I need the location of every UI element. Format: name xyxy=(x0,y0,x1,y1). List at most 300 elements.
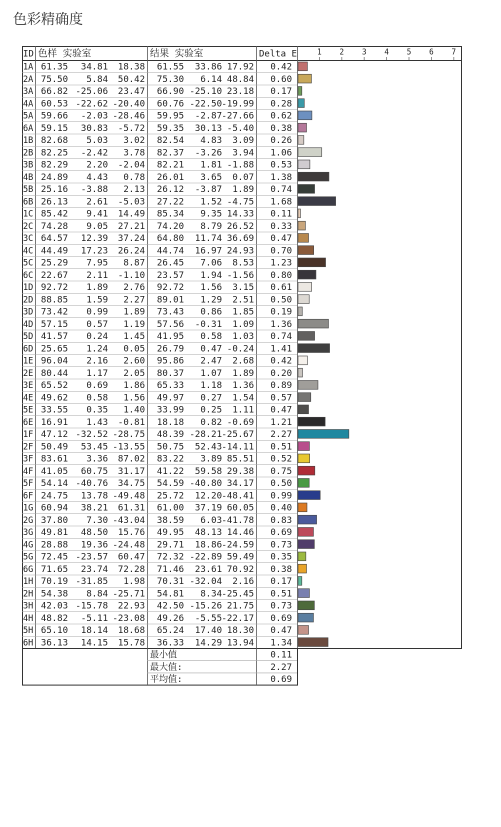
result-a: 33.86 xyxy=(194,62,222,73)
result-b: -24.59 xyxy=(221,540,254,551)
sample-l: 66.82 xyxy=(40,87,68,98)
result-a: 8.79 xyxy=(200,221,222,232)
result-a: 14.29 xyxy=(194,638,222,649)
sample-l: 25.29 xyxy=(40,258,68,269)
result-a: 17.40 xyxy=(194,626,222,637)
delta-e-bar xyxy=(298,209,300,218)
result-l: 49.26 xyxy=(156,613,184,624)
sample-b: -1.10 xyxy=(117,270,145,281)
sample-a: -23.57 xyxy=(75,552,108,563)
delta-e-bar xyxy=(298,638,328,647)
delta-e-bar xyxy=(298,332,315,341)
sample-b: 23.47 xyxy=(117,87,145,98)
header-delta: Delta E xyxy=(259,49,297,60)
result-b: 13.94 xyxy=(226,638,254,649)
row-id: 6A xyxy=(23,123,34,134)
result-b: 60.05 xyxy=(226,503,254,514)
delta-e-value: 1.06 xyxy=(270,148,292,159)
result-a: 23.61 xyxy=(194,564,222,575)
result-a: 52.43 xyxy=(194,442,222,453)
result-a: -32.04 xyxy=(189,577,222,588)
delta-e-value: 0.74 xyxy=(270,185,292,196)
result-b: 14.33 xyxy=(226,209,254,220)
result-b: -1.56 xyxy=(226,270,254,281)
summary-label: 平均值: xyxy=(150,675,183,686)
row-id: 2H xyxy=(23,589,34,600)
sample-b: 1.98 xyxy=(123,577,145,588)
sample-b: 1.40 xyxy=(123,405,145,416)
sample-l: 37.80 xyxy=(40,515,68,526)
result-b: 1.89 xyxy=(232,185,254,196)
sample-a: -3.88 xyxy=(80,185,108,196)
sample-b: 87.02 xyxy=(117,454,145,465)
sample-l: 61.35 xyxy=(40,62,68,73)
delta-e-value: 0.51 xyxy=(270,589,292,600)
sample-l: 96.04 xyxy=(40,356,68,367)
result-b: 2.16 xyxy=(232,577,254,588)
result-b: 85.51 xyxy=(226,454,254,465)
result-a: 7.06 xyxy=(200,258,222,269)
result-a: 0.27 xyxy=(200,393,222,404)
sample-b: 31.17 xyxy=(117,466,145,477)
sample-b: -28.46 xyxy=(112,111,145,122)
delta-e-bar xyxy=(298,479,309,488)
result-a: -22.89 xyxy=(189,552,222,563)
row-id: 4A xyxy=(23,99,34,110)
result-b: -41.78 xyxy=(221,515,254,526)
result-l: 54.59 xyxy=(156,479,184,490)
sample-b: 1.45 xyxy=(123,332,145,343)
row-id: 5A xyxy=(23,111,34,122)
sample-l: 48.82 xyxy=(40,613,68,624)
summary-label: 最小值 xyxy=(150,650,178,661)
sample-a: 7.30 xyxy=(86,515,108,526)
sample-b: 50.42 xyxy=(117,74,145,85)
result-b: 1.85 xyxy=(232,307,254,318)
axis-tick-label: 2 xyxy=(339,47,345,57)
delta-e-bar xyxy=(298,221,305,230)
result-l: 73.43 xyxy=(156,307,184,318)
delta-e-bar xyxy=(298,148,322,157)
row-id: 1G xyxy=(23,503,34,514)
delta-e-bar xyxy=(298,613,313,622)
sample-a: 18.14 xyxy=(80,626,108,637)
sample-b: 27.21 xyxy=(117,221,145,232)
delta-e-value: 0.89 xyxy=(270,381,292,392)
sample-l: 82.68 xyxy=(40,136,68,147)
row-id: 5F xyxy=(23,479,34,490)
delta-e-value: 0.70 xyxy=(270,246,292,257)
sample-l: 26.13 xyxy=(40,197,68,208)
sample-l: 71.65 xyxy=(40,564,68,575)
sample-b: -24.48 xyxy=(112,540,145,551)
result-b: -19.99 xyxy=(221,99,254,110)
result-l: 66.90 xyxy=(156,87,184,98)
sample-l: 82.29 xyxy=(40,160,68,171)
delta-e-value: 0.57 xyxy=(270,393,292,404)
result-l: 65.33 xyxy=(156,381,184,392)
result-l: 64.80 xyxy=(156,234,184,245)
row-id: 6E xyxy=(23,417,34,428)
delta-e-value: 0.40 xyxy=(270,503,292,514)
sample-b: -28.75 xyxy=(112,430,145,441)
sample-l: 49.62 xyxy=(40,393,68,404)
row-id: 6B xyxy=(23,197,34,208)
result-l: 71.46 xyxy=(156,564,184,575)
sample-l: 85.42 xyxy=(40,209,68,220)
result-a: -3.26 xyxy=(194,148,222,159)
result-b: -25.67 xyxy=(221,430,254,441)
row-id: 1A xyxy=(23,62,34,73)
result-l: 25.72 xyxy=(156,491,184,502)
result-b: -0.24 xyxy=(226,344,254,355)
result-b: 48.84 xyxy=(226,74,254,85)
sample-a: 0.24 xyxy=(86,332,108,343)
result-l: 59.95 xyxy=(156,111,184,122)
sample-a: 3.36 xyxy=(86,454,108,465)
delta-e-value: 1.36 xyxy=(270,319,292,330)
sample-l: 28.88 xyxy=(40,540,68,551)
sample-a: 8.84 xyxy=(86,589,108,600)
result-l: 26.12 xyxy=(156,185,184,196)
delta-e-value: 1.38 xyxy=(270,172,292,183)
result-a: 9.35 xyxy=(200,209,222,220)
result-a: 1.52 xyxy=(200,197,222,208)
delta-e-value: 2.27 xyxy=(270,430,292,441)
sample-l: 65.10 xyxy=(40,626,68,637)
delta-e-bar xyxy=(298,74,311,83)
result-b: -4.75 xyxy=(226,197,254,208)
delta-e-bar xyxy=(298,270,316,279)
result-l: 48.39 xyxy=(156,430,184,441)
delta-e-value: 0.17 xyxy=(270,577,292,588)
sample-b: 2.05 xyxy=(123,368,145,379)
row-id: 6F xyxy=(23,491,34,502)
sample-a: 0.35 xyxy=(86,405,108,416)
summary-label: 最大值: xyxy=(150,662,183,673)
delta-e-value: 0.83 xyxy=(270,515,292,526)
result-a: 37.19 xyxy=(194,503,222,514)
sample-l: 65.52 xyxy=(40,381,68,392)
result-b: 24.93 xyxy=(226,246,254,257)
sample-b: -49.48 xyxy=(112,491,145,502)
sample-l: 24.75 xyxy=(40,491,68,502)
delta-e-bar xyxy=(298,466,315,475)
row-id: 2A xyxy=(23,74,34,85)
sample-l: 59.66 xyxy=(40,111,68,122)
result-b: -48.41 xyxy=(221,491,254,502)
sample-a: 1.59 xyxy=(86,295,108,306)
row-id: 3F xyxy=(23,454,34,465)
result-l: 18.18 xyxy=(156,417,184,428)
sample-l: 83.61 xyxy=(40,454,68,465)
result-a: -3.87 xyxy=(194,185,222,196)
result-l: 50.75 xyxy=(156,442,184,453)
sample-l: 24.89 xyxy=(40,172,68,183)
delta-e-value: 0.51 xyxy=(270,442,292,453)
sample-a: 19.36 xyxy=(80,540,108,551)
result-b: 2.68 xyxy=(232,356,254,367)
row-id: 2B xyxy=(23,148,34,159)
result-b: -22.17 xyxy=(221,613,254,624)
row-id: 2E xyxy=(23,368,34,379)
sample-a: 9.05 xyxy=(86,221,108,232)
delta-e-bar xyxy=(298,246,314,255)
delta-e-value: 0.61 xyxy=(270,283,292,294)
sample-l: 25.16 xyxy=(40,185,68,196)
sample-l: 64.57 xyxy=(40,234,68,245)
result-a: 18.86 xyxy=(194,540,222,551)
result-a: 59.58 xyxy=(194,466,222,477)
row-id: 3G xyxy=(23,528,34,539)
delta-e-value: 1.21 xyxy=(270,417,292,428)
delta-e-value: 0.80 xyxy=(270,270,292,281)
row-id: 3D xyxy=(23,307,34,318)
result-l: 26.01 xyxy=(156,172,184,183)
sample-a: 30.83 xyxy=(80,123,108,134)
row-id: 2G xyxy=(23,515,34,526)
row-id: 3C xyxy=(23,234,34,245)
delta-e-value: 0.73 xyxy=(270,601,292,612)
result-l: 54.81 xyxy=(156,589,184,600)
result-l: 89.01 xyxy=(156,295,184,306)
row-id: 5B xyxy=(23,185,34,196)
delta-e-value: 0.47 xyxy=(270,626,292,637)
sample-b: 15.76 xyxy=(117,528,145,539)
result-b: -0.69 xyxy=(226,417,254,428)
result-a: -0.31 xyxy=(194,319,222,330)
row-id: 4B xyxy=(23,172,34,183)
result-l: 92.72 xyxy=(156,283,184,294)
result-l: 41.95 xyxy=(156,332,184,343)
result-a: 0.86 xyxy=(200,307,222,318)
sample-b: 72.28 xyxy=(117,564,145,575)
summary-value: 0.11 xyxy=(270,650,292,661)
result-b: 3.15 xyxy=(232,283,254,294)
sample-b: 60.47 xyxy=(117,552,145,563)
sample-l: 47.12 xyxy=(40,430,68,441)
delta-e-bar xyxy=(298,564,307,573)
result-a: -28.21 xyxy=(189,430,222,441)
result-l: 74.20 xyxy=(156,221,184,232)
sample-a: -2.03 xyxy=(80,111,108,122)
result-a: 0.58 xyxy=(200,332,222,343)
delta-e-bar xyxy=(298,381,318,390)
sample-a: -32.52 xyxy=(75,430,108,441)
sample-l: 59.15 xyxy=(40,123,68,134)
sample-a: 5.84 xyxy=(86,74,108,85)
delta-e-value: 1.34 xyxy=(270,638,292,649)
result-b: 1.54 xyxy=(232,393,254,404)
delta-e-value: 0.50 xyxy=(270,295,292,306)
sample-l: 80.44 xyxy=(40,368,68,379)
row-id: 4E xyxy=(23,393,34,404)
result-b: 29.38 xyxy=(226,466,254,477)
delta-e-bar xyxy=(298,393,311,402)
result-a: 1.07 xyxy=(200,368,222,379)
sample-b: 1.19 xyxy=(123,319,145,330)
page-title: 色彩精确度 xyxy=(13,12,83,28)
delta-e-value: 0.20 xyxy=(270,368,292,379)
axis-tick-label: 1 xyxy=(317,47,322,57)
sample-b: 1.56 xyxy=(123,393,145,404)
delta-e-bar xyxy=(298,552,306,561)
result-a: -2.87 xyxy=(194,111,222,122)
delta-e-bar xyxy=(298,295,309,304)
header-result: 结果 实验室 xyxy=(150,48,204,60)
row-id: 6C xyxy=(23,270,34,281)
sample-l: 70.19 xyxy=(40,577,68,588)
delta-e-value: 0.47 xyxy=(270,405,292,416)
delta-e-value: 0.38 xyxy=(270,123,292,134)
sample-b: -25.71 xyxy=(112,589,145,600)
summary-value: 2.27 xyxy=(270,662,292,673)
result-l: 49.97 xyxy=(156,393,184,404)
result-a: 1.18 xyxy=(200,381,222,392)
delta-e-value: 0.69 xyxy=(270,528,292,539)
sample-b: 2.13 xyxy=(123,185,145,196)
delta-e-value: 0.19 xyxy=(270,307,292,318)
delta-e-value: 0.47 xyxy=(270,234,292,245)
delta-e-bar xyxy=(298,515,317,524)
result-a: 16.97 xyxy=(194,246,222,257)
axis-tick-label: 5 xyxy=(406,47,412,57)
result-a: 0.47 xyxy=(200,344,222,355)
result-l: 41.22 xyxy=(156,466,184,477)
delta-e-bar xyxy=(298,430,349,439)
sample-a: 5.03 xyxy=(86,136,108,147)
delta-e-value: 0.99 xyxy=(270,491,292,502)
sample-a: 4.43 xyxy=(86,172,108,183)
result-l: 95.86 xyxy=(156,356,184,367)
sample-a: 34.81 xyxy=(80,62,108,73)
row-id: 4G xyxy=(23,540,34,551)
row-id: 3B xyxy=(23,160,34,171)
sample-l: 73.42 xyxy=(40,307,68,318)
result-l: 82.37 xyxy=(156,148,184,159)
row-id: 1B xyxy=(23,136,34,147)
sample-b: 1.89 xyxy=(123,307,145,318)
sample-l: 54.14 xyxy=(40,479,68,490)
result-b: -25.45 xyxy=(221,589,254,600)
row-id: 1D xyxy=(23,283,34,294)
sample-a: 0.99 xyxy=(86,307,108,318)
sample-l: 60.94 xyxy=(40,503,68,514)
row-id: 5D xyxy=(23,332,34,343)
result-a: -5.55 xyxy=(194,613,222,624)
result-l: 65.24 xyxy=(156,626,184,637)
result-a: 11.74 xyxy=(194,234,222,245)
row-id: 4H xyxy=(23,613,34,624)
delta-e-value: 0.26 xyxy=(270,136,292,147)
delta-e-bar xyxy=(298,123,307,132)
result-b: 18.30 xyxy=(226,626,254,637)
sample-a: 60.75 xyxy=(80,466,108,477)
delta-e-value: 0.33 xyxy=(270,221,292,232)
sample-b: 34.75 xyxy=(117,479,145,490)
sample-b: 8.87 xyxy=(123,258,145,269)
row-id: 5G xyxy=(23,552,34,563)
result-l: 27.22 xyxy=(156,197,184,208)
header-id: ID xyxy=(23,49,34,60)
delta-e-value: 0.53 xyxy=(270,160,292,171)
delta-e-value: 0.73 xyxy=(270,540,292,551)
sample-l: 42.03 xyxy=(40,601,68,612)
result-b: 59.49 xyxy=(226,552,254,563)
result-b: 3.94 xyxy=(232,148,254,159)
sample-b: 26.24 xyxy=(117,246,145,257)
sample-a: 0.57 xyxy=(86,319,108,330)
axis-tick-label: 3 xyxy=(361,47,367,57)
sample-a: 1.43 xyxy=(86,417,108,428)
sample-b: 1.86 xyxy=(123,381,145,392)
result-a: 48.13 xyxy=(194,528,222,539)
sample-b: 0.78 xyxy=(123,172,145,183)
delta-e-bar xyxy=(298,442,309,451)
result-b: 21.75 xyxy=(226,601,254,612)
delta-e-value: 0.60 xyxy=(270,74,292,85)
delta-e-bar xyxy=(298,491,320,500)
sample-l: 57.15 xyxy=(40,319,68,330)
sample-a: -5.11 xyxy=(80,613,108,624)
delta-e-bar xyxy=(298,136,304,145)
result-b: 1.09 xyxy=(232,319,254,330)
result-a: 6.03 xyxy=(200,515,222,526)
delta-e-value: 0.11 xyxy=(270,209,292,220)
result-a: -40.80 xyxy=(189,479,222,490)
axis-tick-label: 6 xyxy=(429,47,434,57)
delta-e-value: 1.23 xyxy=(270,258,292,269)
delta-e-bar xyxy=(298,99,304,108)
sample-b: 15.78 xyxy=(117,638,145,649)
delta-e-value: 0.42 xyxy=(270,356,292,367)
sample-b: 61.31 xyxy=(117,503,145,514)
result-b: 70.92 xyxy=(226,564,254,575)
delta-e-bar xyxy=(298,258,326,267)
delta-e-value: 0.35 xyxy=(270,552,292,563)
sample-b: 3.02 xyxy=(123,136,145,147)
result-a: 12.20 xyxy=(194,491,222,502)
delta-e-value: 0.42 xyxy=(270,62,292,73)
sample-l: 60.53 xyxy=(40,99,68,110)
result-a: 1.56 xyxy=(200,283,222,294)
row-id: 1C xyxy=(23,209,34,220)
row-id: 6D xyxy=(23,344,34,355)
sample-l: 16.91 xyxy=(40,417,68,428)
axis-tick-label: 4 xyxy=(384,47,389,57)
sample-a: 2.20 xyxy=(86,160,108,171)
sample-b: 2.76 xyxy=(123,283,145,294)
sample-b: -13.55 xyxy=(112,442,145,453)
delta-e-bar xyxy=(298,601,314,610)
result-b: 17.92 xyxy=(226,62,254,73)
delta-e-bar xyxy=(298,234,309,243)
sample-a: 2.61 xyxy=(86,197,108,208)
sample-b: -23.08 xyxy=(112,613,145,624)
result-l: 57.56 xyxy=(156,319,184,330)
result-b: 1.03 xyxy=(232,332,254,343)
delta-e-bar xyxy=(298,356,307,365)
result-a: -15.26 xyxy=(189,601,222,612)
sample-b: 18.38 xyxy=(117,62,145,73)
result-l: 26.79 xyxy=(156,344,184,355)
delta-e-value: 0.69 xyxy=(270,613,292,624)
result-a: 2.47 xyxy=(200,356,222,367)
sample-a: 48.50 xyxy=(80,528,108,539)
result-l: 75.30 xyxy=(156,74,184,85)
delta-e-bar xyxy=(298,417,325,426)
delta-e-bar xyxy=(298,368,302,377)
